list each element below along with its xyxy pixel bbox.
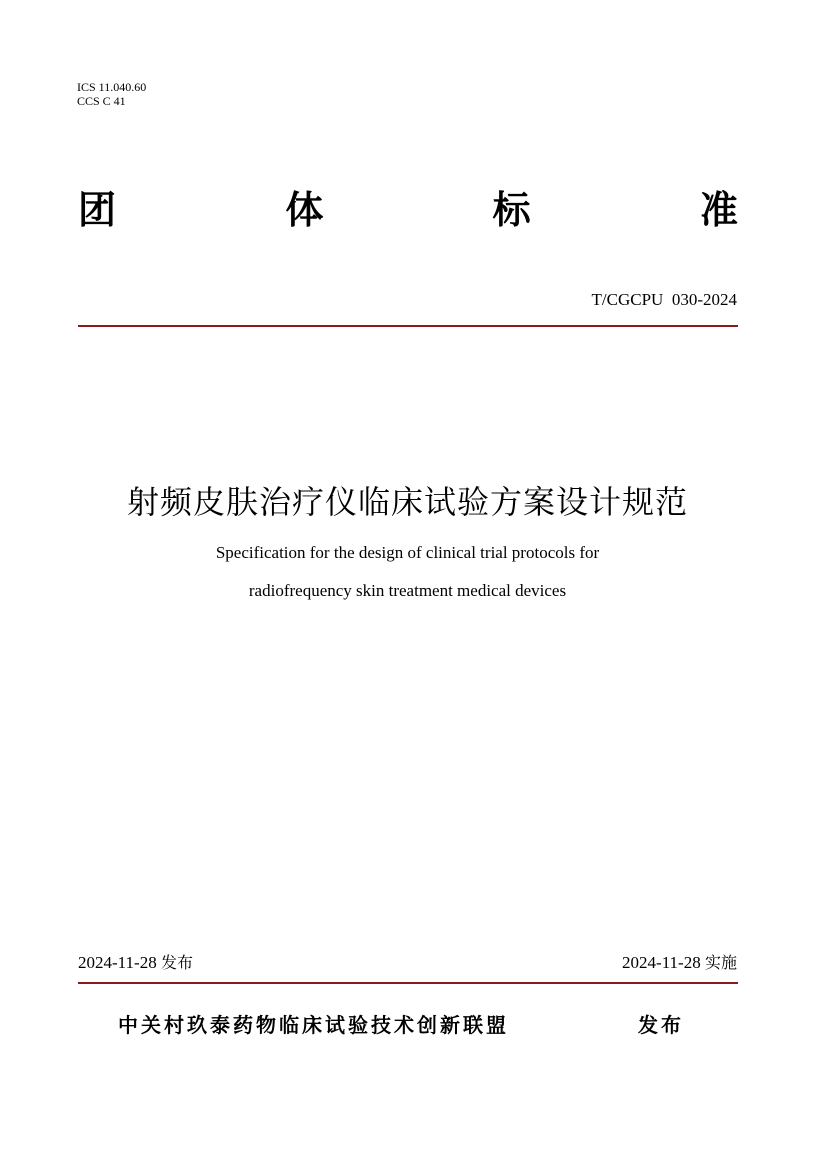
title-english-line-1: Specification for the design of clinical trial protocols for	[215, 543, 600, 562]
doc-type-char-2: 体	[285, 188, 324, 232]
doc-type-char-3: 标	[492, 188, 531, 232]
doc-type-char-4: 准	[699, 188, 738, 232]
issuer-name: 中关村玖泰药物临床试验技术创新联盟	[118, 1013, 509, 1037]
top-divider	[78, 325, 738, 327]
issue-date-label: 发布	[160, 953, 193, 972]
ics-code: ICS 11.040.60	[77, 80, 147, 94]
implementation-date-label: 实施	[704, 953, 737, 972]
issuer-suffix: 发布	[638, 1013, 684, 1037]
document-type-heading	[78, 186, 738, 234]
title-chinese: 射频皮肤治疗仪临床试验方案设计规范	[126, 483, 688, 521]
classification-codes	[77, 80, 146, 108]
ccs-code: CCS C 41	[77, 94, 126, 108]
issue-date-value: 2024-11-28	[78, 953, 157, 972]
bottom-divider	[78, 982, 738, 984]
issue-date	[78, 952, 193, 974]
standard-number: T/CGCPU 030-2024	[591, 290, 737, 309]
title-english-line-2: radiofrequency skin treatment medical devices	[248, 581, 567, 600]
implementation-date-value: 2024-11-28	[622, 953, 701, 972]
implementation-date	[622, 952, 737, 974]
doc-type-char-1: 团	[78, 188, 117, 232]
